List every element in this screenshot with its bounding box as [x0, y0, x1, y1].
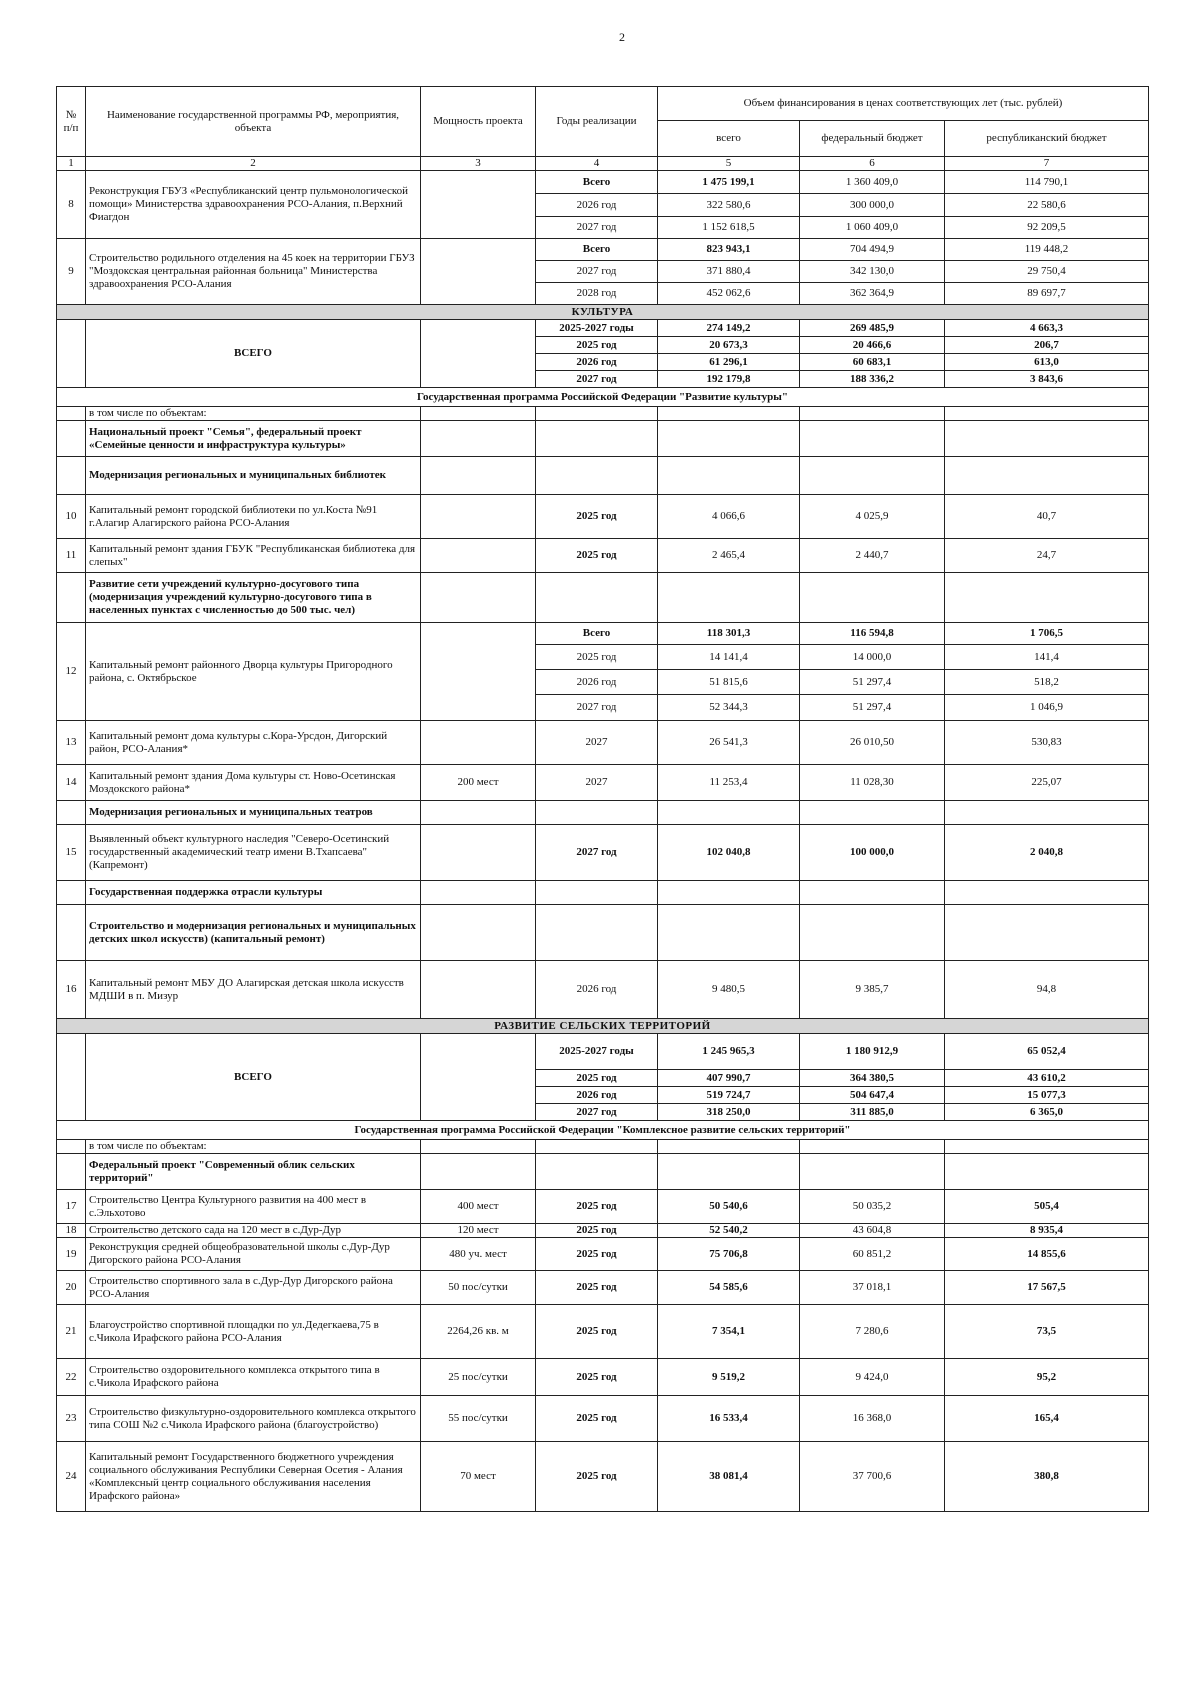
total-row: [57, 1034, 1149, 1070]
capacity-cell: [421, 721, 536, 765]
table-row: [57, 573, 1149, 623]
federal-cell: 1 360 409,0: [800, 171, 945, 194]
table-row: [57, 1238, 1149, 1271]
table-row: [57, 1271, 1149, 1305]
federal-cell: 7 280,6: [800, 1305, 945, 1359]
capacity-cell: [421, 1034, 536, 1121]
total-cell: 11 253,4: [658, 765, 800, 801]
federal-cell: 51 297,4: [800, 670, 945, 695]
table-row: [57, 1154, 1149, 1190]
row-number: [57, 407, 86, 421]
republic-cell: 14 855,6: [945, 1238, 1149, 1271]
federal-cell: 269 485,9: [800, 320, 945, 337]
republic-cell: 40,7: [945, 495, 1149, 539]
capacity-cell: 480 уч. мест: [421, 1238, 536, 1271]
federal-cell: 60 683,1: [800, 354, 945, 371]
total-cell: 20 673,3: [658, 337, 800, 354]
year-cell: 2025 год: [536, 1224, 658, 1238]
row-number: 8: [57, 171, 86, 239]
column-number: 2: [86, 157, 421, 171]
year-cell: 2027 год: [536, 825, 658, 881]
object-name: Строительство родильного отделения на 45 коек на территории ГБУЗ "Моздокская центральная районная больница" Министерства здравоохранения РСО-Алания: [86, 239, 421, 305]
total-cell: 50 540,6: [658, 1190, 800, 1224]
republic-cell: 119 448,2: [945, 239, 1149, 261]
year-cell: 2025 год: [536, 1271, 658, 1305]
column-number: 5: [658, 157, 800, 171]
federal-cell: 100 000,0: [800, 825, 945, 881]
row-number: 17: [57, 1190, 86, 1224]
row-number: [57, 421, 86, 457]
federal-cell: 60 851,2: [800, 1238, 945, 1271]
object-name: Строительство Центра Культурного развития на 400 мест в с.Эльхотово: [86, 1190, 421, 1224]
row-number: 13: [57, 721, 86, 765]
federal-cell: 188 336,2: [800, 371, 945, 388]
row-number: 12: [57, 623, 86, 721]
federal-cell: 362 364,9: [800, 283, 945, 305]
federal-cell: 14 000,0: [800, 645, 945, 670]
row-number: 19: [57, 1238, 86, 1271]
section-title-kultura: КУЛЬТУРА: [57, 305, 1149, 320]
financing-table: [56, 86, 1149, 1512]
capacity-cell: 2264,26 кв. м: [421, 1305, 536, 1359]
republic-cell: 4 663,3: [945, 320, 1149, 337]
year-cell: 2025 год: [536, 1305, 658, 1359]
total-cell: 7 354,1: [658, 1305, 800, 1359]
total-cell: 9 519,2: [658, 1359, 800, 1396]
row-number: 11: [57, 539, 86, 573]
federal-cell: 9 424,0: [800, 1359, 945, 1396]
capacity-cell: [421, 495, 536, 539]
table-row: [57, 961, 1149, 1019]
row-number: [57, 320, 86, 388]
object-name: Капитальный ремонт Государственного бюджетного учреждения социального обслуживания Республики Северная Осетия - Алания «Комплексный центр социального обслуживания населения Ирафского района»: [86, 1442, 421, 1512]
section-row: [57, 305, 1149, 320]
table-row: [57, 407, 1149, 421]
federal-cell: 9 385,7: [800, 961, 945, 1019]
table-row: [57, 905, 1149, 961]
total-cell: 9 480,5: [658, 961, 800, 1019]
capacity-cell: [421, 171, 536, 239]
republic-cell: 1 046,9: [945, 695, 1149, 721]
republic-cell: 24,7: [945, 539, 1149, 573]
republic-cell: 17 567,5: [945, 1271, 1149, 1305]
column-number: 3: [421, 157, 536, 171]
object-name: Капитальный ремонт МБУ ДО Алагирская детская школа искусств МДШИ в п. Мизур: [86, 961, 421, 1019]
capacity-cell: [421, 539, 536, 573]
including-label: в том числе по объектам:: [86, 407, 421, 421]
federal-cell: 51 297,4: [800, 695, 945, 721]
total-cell: 407 990,7: [658, 1070, 800, 1087]
row-number: [57, 801, 86, 825]
column-number: 1: [57, 157, 86, 171]
republic-cell: 29 750,4: [945, 261, 1149, 283]
year-cell: 2027: [536, 721, 658, 765]
federal-cell: 1 180 912,9: [800, 1034, 945, 1070]
program-title: Государственная программа Российской Федерации "Развитие культуры": [57, 388, 1149, 407]
header-republic: республиканский бюджет: [945, 121, 1149, 157]
header-no: № п/п: [57, 87, 86, 157]
row-number: 23: [57, 1396, 86, 1442]
table-row: [57, 1305, 1149, 1359]
program-row: [57, 388, 1149, 407]
object-name: Строительство оздоровительного комплекса открытого типа в с.Чикола Ирафского района: [86, 1359, 421, 1396]
total-cell: 452 062,6: [658, 283, 800, 305]
year-cell: 2025-2027 годы: [536, 320, 658, 337]
federal-cell: 2 440,7: [800, 539, 945, 573]
total-label: ВСЕГО: [86, 1034, 421, 1121]
total-cell: 192 179,8: [658, 371, 800, 388]
republic-cell: 613,0: [945, 354, 1149, 371]
republic-cell: 89 697,7: [945, 283, 1149, 305]
year-cell: 2025 год: [536, 337, 658, 354]
republic-cell: 15 077,3: [945, 1087, 1149, 1104]
table-row: [57, 495, 1149, 539]
capacity-cell: 120 мест: [421, 1224, 536, 1238]
row-number: 9: [57, 239, 86, 305]
total-cell: 26 541,3: [658, 721, 800, 765]
project-title: Национальный проект "Семья", федеральный проект «Семейные ценности и инфраструктура культуры»: [86, 421, 421, 457]
republic-cell: 141,4: [945, 645, 1149, 670]
capacity-cell: 200 мест: [421, 765, 536, 801]
year-cell: 2025 год: [536, 1238, 658, 1271]
header-federal: федеральный бюджет: [800, 121, 945, 157]
total-cell: 54 585,6: [658, 1271, 800, 1305]
federal-cell: 50 035,2: [800, 1190, 945, 1224]
federal-cell: 300 000,0: [800, 194, 945, 217]
year-cell: 2025 год: [536, 1190, 658, 1224]
table-row: [57, 239, 1149, 261]
republic-cell: 530,83: [945, 721, 1149, 765]
row-number: [57, 1140, 86, 1154]
table-row: [57, 825, 1149, 881]
republic-cell: 225,07: [945, 765, 1149, 801]
header-total: всего: [658, 121, 800, 157]
capacity-cell: [421, 961, 536, 1019]
row-number: [57, 905, 86, 961]
object-name: Строительство физкультурно-оздоровительного комплекса открытого типа СОШ №2 с.Чикола Ирафского района (благоустройство): [86, 1396, 421, 1442]
table-row: [57, 421, 1149, 457]
capacity-cell: 55 пос/сутки: [421, 1396, 536, 1442]
total-cell: 274 149,2: [658, 320, 800, 337]
republic-cell: 8 935,4: [945, 1224, 1149, 1238]
total-cell: 52 344,3: [658, 695, 800, 721]
year-cell: 2026 год: [536, 194, 658, 217]
year-cell: 2027 год: [536, 217, 658, 239]
table-row: [57, 171, 1149, 194]
subsection-title: Строительство и модернизация региональных и муниципальных детских школ искусств) (капитальный ремонт): [86, 905, 421, 961]
year-cell: 2026 год: [536, 961, 658, 1019]
federal-cell: 11 028,30: [800, 765, 945, 801]
total-cell: 519 724,7: [658, 1087, 800, 1104]
federal-cell: 37 700,6: [800, 1442, 945, 1512]
republic-cell: 1 706,5: [945, 623, 1149, 645]
header-years: Годы реализации: [536, 87, 658, 157]
republic-cell: 6 365,0: [945, 1104, 1149, 1121]
total-cell: 1 152 618,5: [658, 217, 800, 239]
column-number: 4: [536, 157, 658, 171]
project-title: Федеральный проект "Современный облик сельских территорий": [86, 1154, 421, 1190]
capacity-cell: 50 пос/сутки: [421, 1271, 536, 1305]
row-number: [57, 881, 86, 905]
year-cell: 2027 год: [536, 371, 658, 388]
capacity-cell: [421, 320, 536, 388]
program-row: [57, 1121, 1149, 1140]
row-number: 18: [57, 1224, 86, 1238]
object-name: Строительство детского сада на 120 мест в с.Дур-Дур: [86, 1224, 421, 1238]
republic-cell: 3 843,6: [945, 371, 1149, 388]
object-name: Реконструкция ГБУЗ «Республиканский центр пульмонологической помощи» Министерства здравоохранения РСО-Алания, п.Верхний Фиагдон: [86, 171, 421, 239]
total-cell: 38 081,4: [658, 1442, 800, 1512]
republic-cell: 206,7: [945, 337, 1149, 354]
row-number: [57, 573, 86, 623]
year-cell: 2027 год: [536, 261, 658, 283]
year-cell: 2026 год: [536, 670, 658, 695]
header-financing: Объем финансирования в ценах соответствующих лет (тыс. рублей): [658, 87, 1149, 121]
table-row: [57, 1359, 1149, 1396]
republic-cell: 2 040,8: [945, 825, 1149, 881]
total-row: [57, 320, 1149, 337]
total-cell: 52 540,2: [658, 1224, 800, 1238]
table-row: [57, 1140, 1149, 1154]
total-cell: 371 880,4: [658, 261, 800, 283]
federal-cell: 43 604,8: [800, 1224, 945, 1238]
republic-cell: 380,8: [945, 1442, 1149, 1512]
header-capacity: Мощность проекта: [421, 87, 536, 157]
republic-cell: 94,8: [945, 961, 1149, 1019]
year-cell: 2027: [536, 765, 658, 801]
republic-cell: 165,4: [945, 1396, 1149, 1442]
year-cell: Всего: [536, 239, 658, 261]
federal-cell: 364 380,5: [800, 1070, 945, 1087]
table-row: [57, 457, 1149, 495]
federal-cell: 26 010,50: [800, 721, 945, 765]
total-cell: 75 706,8: [658, 1238, 800, 1271]
federal-cell: 504 647,4: [800, 1087, 945, 1104]
row-number: 24: [57, 1442, 86, 1512]
year-cell: 2025 год: [536, 1070, 658, 1087]
year-cell: 2026 год: [536, 354, 658, 371]
capacity-cell: [421, 825, 536, 881]
total-cell: 14 141,4: [658, 645, 800, 670]
column-number: 6: [800, 157, 945, 171]
total-cell: 1 245 965,3: [658, 1034, 800, 1070]
row-number: 22: [57, 1359, 86, 1396]
header-name: Наименование государственной программы РФ, мероприятия, объекта: [86, 87, 421, 157]
capacity-cell: 400 мест: [421, 1190, 536, 1224]
object-name: Строительство спортивного зала в с.Дур-Дур Дигорского района РСО-Алания: [86, 1271, 421, 1305]
page-number: 2: [619, 30, 625, 44]
table-row: [57, 881, 1149, 905]
capacity-cell: [421, 623, 536, 721]
section-title-rural: РАЗВИТИЕ СЕЛЬСКИХ ТЕРРИТОРИЙ: [57, 1019, 1149, 1034]
object-name: Капитальный ремонт здания Дома культуры ст. Ново-Осетинская Моздокского района*: [86, 765, 421, 801]
year-cell: 2025 год: [536, 1396, 658, 1442]
row-number: [57, 1154, 86, 1190]
subsection-title: Государственная поддержка отрасли культуры: [86, 881, 421, 905]
table-row: [57, 539, 1149, 573]
federal-cell: 4 025,9: [800, 495, 945, 539]
table-row: [57, 1224, 1149, 1238]
federal-cell: 16 368,0: [800, 1396, 945, 1442]
republic-cell: 92 209,5: [945, 217, 1149, 239]
row-number: [57, 1034, 86, 1121]
object-name: Капитальный ремонт здания ГБУК "Республиканская библиотека для слепых": [86, 539, 421, 573]
total-cell: 51 815,6: [658, 670, 800, 695]
row-number: 15: [57, 825, 86, 881]
republic-cell: 95,2: [945, 1359, 1149, 1396]
year-cell: 2025 год: [536, 1442, 658, 1512]
year-cell: 2025 год: [536, 1359, 658, 1396]
section-row: [57, 1019, 1149, 1034]
republic-cell: 505,4: [945, 1190, 1149, 1224]
total-cell: 4 066,6: [658, 495, 800, 539]
subsection-title: Модернизация региональных и муниципальных библиотек: [86, 457, 421, 495]
row-number: 14: [57, 765, 86, 801]
column-numbers-row: [57, 157, 1149, 171]
federal-cell: 311 885,0: [800, 1104, 945, 1121]
total-cell: 61 296,1: [658, 354, 800, 371]
row-number: 21: [57, 1305, 86, 1359]
capacity-cell: 25 пос/сутки: [421, 1359, 536, 1396]
total-cell: 322 580,6: [658, 194, 800, 217]
total-cell: 823 943,1: [658, 239, 800, 261]
row-number: [57, 457, 86, 495]
column-number: 7: [945, 157, 1149, 171]
table-row: [57, 765, 1149, 801]
row-number: 10: [57, 495, 86, 539]
object-name: Капитальный ремонт дома культуры с.Кора-Урсдон, Дигорский район, РСО-Алания*: [86, 721, 421, 765]
total-cell: 2 465,4: [658, 539, 800, 573]
year-cell: 2025 год: [536, 539, 658, 573]
total-cell: 118 301,3: [658, 623, 800, 645]
table-row: [57, 1442, 1149, 1512]
total-cell: 102 040,8: [658, 825, 800, 881]
year-cell: Всего: [536, 171, 658, 194]
republic-cell: 73,5: [945, 1305, 1149, 1359]
table-row: [57, 721, 1149, 765]
capacity-cell: [421, 239, 536, 305]
year-cell: 2026 год: [536, 1087, 658, 1104]
object-name: Выявленный объект культурного наследия "Северо-Осетинский государственный академический театр имени В.Тхапсаева" (Капремонт): [86, 825, 421, 881]
republic-cell: 22 580,6: [945, 194, 1149, 217]
object-name: Реконструкция средней общеобразовательной школы с.Дур-Дур Дигорского района РСО-Алания: [86, 1238, 421, 1271]
federal-cell: 20 466,6: [800, 337, 945, 354]
object-name: Капитальный ремонт городской библиотеки по ул.Коста №91 г.Алагир Алагирского района РСО-Алания: [86, 495, 421, 539]
object-name: Капитальный ремонт районного Дворца культуры Пригородного района, с. Октябрьское: [86, 623, 421, 721]
header-row: [57, 87, 1149, 121]
total-label: ВСЕГО: [86, 320, 421, 388]
federal-cell: 342 130,0: [800, 261, 945, 283]
year-cell: 2025 год: [536, 645, 658, 670]
year-cell: 2025 год: [536, 495, 658, 539]
total-cell: 16 533,4: [658, 1396, 800, 1442]
including-label: в том числе по объектам:: [86, 1140, 421, 1154]
year-cell: 2027 год: [536, 695, 658, 721]
table-row: [57, 1190, 1149, 1224]
row-number: 16: [57, 961, 86, 1019]
republic-cell: 65 052,4: [945, 1034, 1149, 1070]
federal-cell: 704 494,9: [800, 239, 945, 261]
table-row: [57, 623, 1149, 645]
total-cell: 1 475 199,1: [658, 171, 800, 194]
program-title: Государственная программа Российской Федерации "Комплексное развитие сельских территорий": [57, 1121, 1149, 1140]
year-cell: 2025-2027 годы: [536, 1034, 658, 1070]
table-row: [57, 1396, 1149, 1442]
subsection-title: Развитие сети учреждений культурно-досугового типа (модернизация учреждений культурно-досугового типа в населенных пунктах с численностью до 500 тыс. чел): [86, 573, 421, 623]
object-name: Благоустройство спортивной площадки по ул.Дедегкаева,75 в с.Чикола Ирафского района РСО-Алания: [86, 1305, 421, 1359]
republic-cell: 518,2: [945, 670, 1149, 695]
federal-cell: 116 594,8: [800, 623, 945, 645]
capacity-cell: 70 мест: [421, 1442, 536, 1512]
year-cell: 2028 год: [536, 283, 658, 305]
federal-cell: 1 060 409,0: [800, 217, 945, 239]
federal-cell: 37 018,1: [800, 1271, 945, 1305]
republic-cell: 114 790,1: [945, 171, 1149, 194]
year-cell: Всего: [536, 623, 658, 645]
table-row: [57, 801, 1149, 825]
year-cell: 2027 год: [536, 1104, 658, 1121]
total-cell: 318 250,0: [658, 1104, 800, 1121]
row-number: 20: [57, 1271, 86, 1305]
subsection-title: Модернизация региональных и муниципальных театров: [86, 801, 421, 825]
republic-cell: 43 610,2: [945, 1070, 1149, 1087]
